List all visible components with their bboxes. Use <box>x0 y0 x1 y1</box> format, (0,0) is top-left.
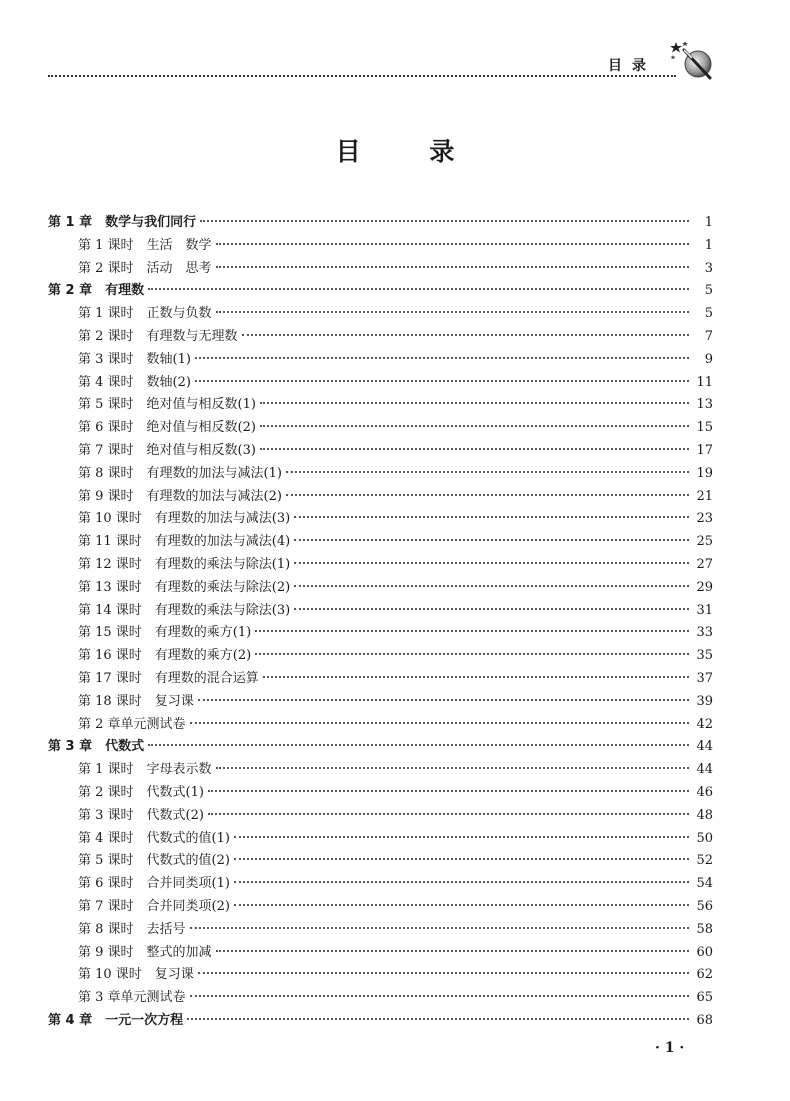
toc-entry-page: 15 <box>696 420 713 436</box>
toc-entry-label: 第 8 课时 去括号 <box>78 921 186 937</box>
toc-chapter-entry <box>48 1010 713 1033</box>
toc-entry-label: 第 2 章单元测试卷 <box>78 716 186 732</box>
toc-chapter-entry <box>48 280 713 303</box>
toc-dot-leader <box>255 652 689 655</box>
toc-dot-leader <box>234 880 689 883</box>
toc-entry-label: 第 4 章 一元一次方程 <box>48 1012 184 1028</box>
toc-dot-leader <box>294 584 689 587</box>
toc-lesson-entry <box>48 850 713 873</box>
toc-lesson-entry <box>48 326 713 349</box>
toc-dot-leader <box>195 379 689 382</box>
toc-entry-page: 52 <box>696 853 713 869</box>
toc-entry-page: 44 <box>696 739 713 755</box>
toc-dot-leader <box>234 835 689 838</box>
toc-entry-label: 第 7 课时 合并同类项(2) <box>78 898 230 914</box>
toc-lesson-entry <box>48 600 713 623</box>
toc-entry-page: 33 <box>696 625 713 641</box>
toc-dot-leader <box>190 721 689 724</box>
toc-lesson-entry <box>48 782 713 805</box>
toc-dot-leader <box>242 333 689 336</box>
toc-lesson-entry <box>48 417 713 440</box>
toc-dot-leader <box>216 242 689 245</box>
toc-entry-page: 23 <box>696 511 713 527</box>
toc-lesson-entry <box>48 508 713 531</box>
toc-dot-leader <box>294 538 689 541</box>
toc-entry-label: 第 11 课时 有理数的加法与减法(4) <box>78 534 291 550</box>
toc-entry-label: 第 17 课时 有理数的混合运算 <box>78 670 259 686</box>
toc-dot-leader <box>148 287 689 290</box>
page-number: · 1 · <box>655 1040 685 1056</box>
toc-entry-label: 第 3 章 代数式 <box>48 739 145 755</box>
toc-lesson-entry <box>48 394 713 417</box>
toc-lesson-entry <box>48 303 713 326</box>
table-of-contents <box>48 212 713 1033</box>
toc-lesson-entry <box>48 964 713 987</box>
toc-entry-label: 第 3 课时 代数式(2) <box>78 807 204 823</box>
toc-dot-leader <box>286 493 689 496</box>
toc-lesson-entry <box>48 896 713 919</box>
toc-entry-page: 44 <box>696 762 713 778</box>
toc-entry-label: 第 1 章 数学与我们同行 <box>48 215 197 230</box>
toc-entry-label: 第 2 课时 代数式(1) <box>78 784 204 800</box>
toc-lesson-entry <box>48 828 713 851</box>
toc-entry-page: 54 <box>696 876 713 892</box>
toc-entry-label: 第 1 课时 生活 数学 <box>78 237 212 253</box>
toc-dot-leader <box>208 789 689 792</box>
toc-entry-label: 第 2 课时 有理数与无理数 <box>78 328 238 344</box>
toc-entry-page: 62 <box>696 967 713 983</box>
toc-entry-label: 第 4 课时 数轴(2) <box>78 374 191 390</box>
toc-entry-label: 第 18 课时 复习课 <box>78 693 194 709</box>
toc-entry-label: 第 5 课时 代数式的值(2) <box>78 853 230 869</box>
toc-entry-label: 第 5 课时 绝对值与相反数(1) <box>78 397 256 413</box>
toc-dot-leader <box>255 629 689 632</box>
toc-dot-leader <box>198 698 689 701</box>
toc-dot-leader <box>294 561 689 564</box>
toc-chapter-entry <box>48 212 713 235</box>
toc-entry-label: 第 16 课时 有理数的乘方(2) <box>78 648 252 664</box>
toc-entry-page: 31 <box>696 602 713 618</box>
toc-dot-leader <box>216 310 689 313</box>
toc-entry-page: 9 <box>704 351 713 367</box>
toc-entry-label: 第 10 课时 复习课 <box>78 967 194 983</box>
running-header <box>48 40 718 80</box>
toc-dot-leader <box>234 857 689 860</box>
toc-dot-leader <box>208 812 689 815</box>
toc-entry-label: 第 8 课时 有理数的加法与减法(1) <box>78 465 282 481</box>
toc-chapter-entry <box>48 736 713 759</box>
magic-wand-icon <box>670 40 716 82</box>
toc-entry-page: 46 <box>696 784 713 800</box>
toc-dot-leader <box>294 607 689 610</box>
toc-entry-label: 第 2 课时 活动 思考 <box>78 260 212 276</box>
toc-entry-label: 第 2 章 有理数 <box>48 283 145 299</box>
toc-entry-label: 第 6 课时 合并同类项(1) <box>78 876 230 892</box>
toc-entry-page: 1 <box>704 215 713 230</box>
toc-entry-page: 58 <box>696 921 713 937</box>
toc-entry-page: 68 <box>696 1012 713 1028</box>
toc-dot-leader <box>200 219 689 222</box>
toc-entry-page: 48 <box>696 807 713 823</box>
header-label: 目录 <box>608 58 656 74</box>
toc-entry-page: 13 <box>696 397 713 413</box>
toc-dot-leader <box>234 903 689 906</box>
toc-entry-page: 25 <box>696 534 713 550</box>
toc-dot-leader <box>216 949 689 952</box>
toc-entry-label: 第 4 课时 代数式的值(1) <box>78 830 230 846</box>
toc-dot-leader <box>198 971 689 974</box>
toc-entry-page: 11 <box>696 374 713 390</box>
toc-entry-label: 第 7 课时 绝对值与相反数(3) <box>78 442 256 458</box>
toc-entry-page: 1 <box>704 237 713 253</box>
toc-lesson-entry <box>48 919 713 942</box>
toc-entry-page: 3 <box>704 260 713 276</box>
toc-entry-page: 5 <box>704 283 713 299</box>
toc-dot-leader <box>148 743 689 746</box>
toc-entry-label: 第 3 课时 数轴(1) <box>78 351 191 367</box>
toc-dot-leader <box>286 470 689 473</box>
toc-dot-leader <box>216 766 689 769</box>
toc-lesson-entry <box>48 873 713 896</box>
toc-lesson-entry <box>48 942 713 965</box>
toc-entry-label: 第 6 课时 绝对值与相反数(2) <box>78 420 256 436</box>
toc-lesson-entry <box>48 258 713 281</box>
toc-entry-page: 35 <box>696 648 713 664</box>
toc-lesson-entry <box>48 691 713 714</box>
toc-lesson-entry <box>48 668 713 691</box>
toc-entry-page: 5 <box>704 306 713 322</box>
toc-entry-label: 第 10 课时 有理数的加法与减法(3) <box>78 511 291 527</box>
toc-dot-leader <box>187 1017 689 1020</box>
toc-lesson-entry <box>48 235 713 258</box>
toc-lesson-entry <box>48 531 713 554</box>
toc-lesson-entry <box>48 759 713 782</box>
toc-entry-page: 56 <box>696 898 713 914</box>
toc-lesson-entry <box>48 349 713 372</box>
toc-entry-label: 第 9 课时 有理数的加法与减法(2) <box>78 488 282 504</box>
toc-entry-label: 第 12 课时 有理数的乘法与除法(1) <box>78 556 291 572</box>
toc-entry-page: 21 <box>696 488 713 504</box>
toc-lesson-entry <box>48 987 713 1010</box>
toc-dot-leader <box>190 994 689 997</box>
page-title: 目 录 <box>335 137 485 166</box>
toc-entry-page: 29 <box>696 579 713 595</box>
toc-lesson-entry <box>48 372 713 395</box>
toc-entry-page: 60 <box>696 944 713 960</box>
toc-dot-leader <box>195 356 689 359</box>
toc-entry-page: 50 <box>696 830 713 846</box>
toc-entry-page: 7 <box>704 328 713 344</box>
toc-entry-page: 42 <box>696 716 713 732</box>
toc-dot-leader <box>216 265 689 268</box>
toc-dot-leader <box>263 675 689 678</box>
toc-entry-label: 第 1 课时 字母表示数 <box>78 762 212 778</box>
toc-dot-leader <box>260 424 689 427</box>
toc-entry-page: 39 <box>696 693 713 709</box>
toc-lesson-entry <box>48 577 713 600</box>
toc-entry-page: 17 <box>696 442 713 458</box>
toc-dot-leader <box>260 401 689 404</box>
toc-lesson-entry <box>48 440 713 463</box>
toc-entry-page: 27 <box>696 556 713 572</box>
toc-entry-page: 37 <box>696 670 713 686</box>
toc-dot-leader <box>294 515 689 518</box>
toc-lesson-entry <box>48 805 713 828</box>
toc-entry-label: 第 13 课时 有理数的乘法与除法(2) <box>78 579 291 595</box>
toc-lesson-entry <box>48 622 713 645</box>
toc-lesson-entry <box>48 554 713 577</box>
toc-lesson-entry <box>48 463 713 486</box>
toc-entry-label: 第 14 课时 有理数的乘法与除法(3) <box>78 602 291 618</box>
toc-entry-page: 65 <box>696 990 713 1006</box>
toc-entry-label: 第 9 课时 整式的加减 <box>78 944 212 960</box>
header-dotted-rule <box>48 75 676 77</box>
toc-entry-page: 19 <box>696 465 713 481</box>
toc-lesson-entry <box>48 486 713 509</box>
toc-dot-leader <box>260 447 689 450</box>
toc-entry-label: 第 15 课时 有理数的乘方(1) <box>78 625 252 641</box>
toc-lesson-entry <box>48 645 713 668</box>
toc-lesson-entry <box>48 714 713 737</box>
toc-dot-leader <box>190 926 689 929</box>
toc-entry-label: 第 1 课时 正数与负数 <box>78 306 212 322</box>
toc-entry-label: 第 3 章单元测试卷 <box>78 990 186 1006</box>
